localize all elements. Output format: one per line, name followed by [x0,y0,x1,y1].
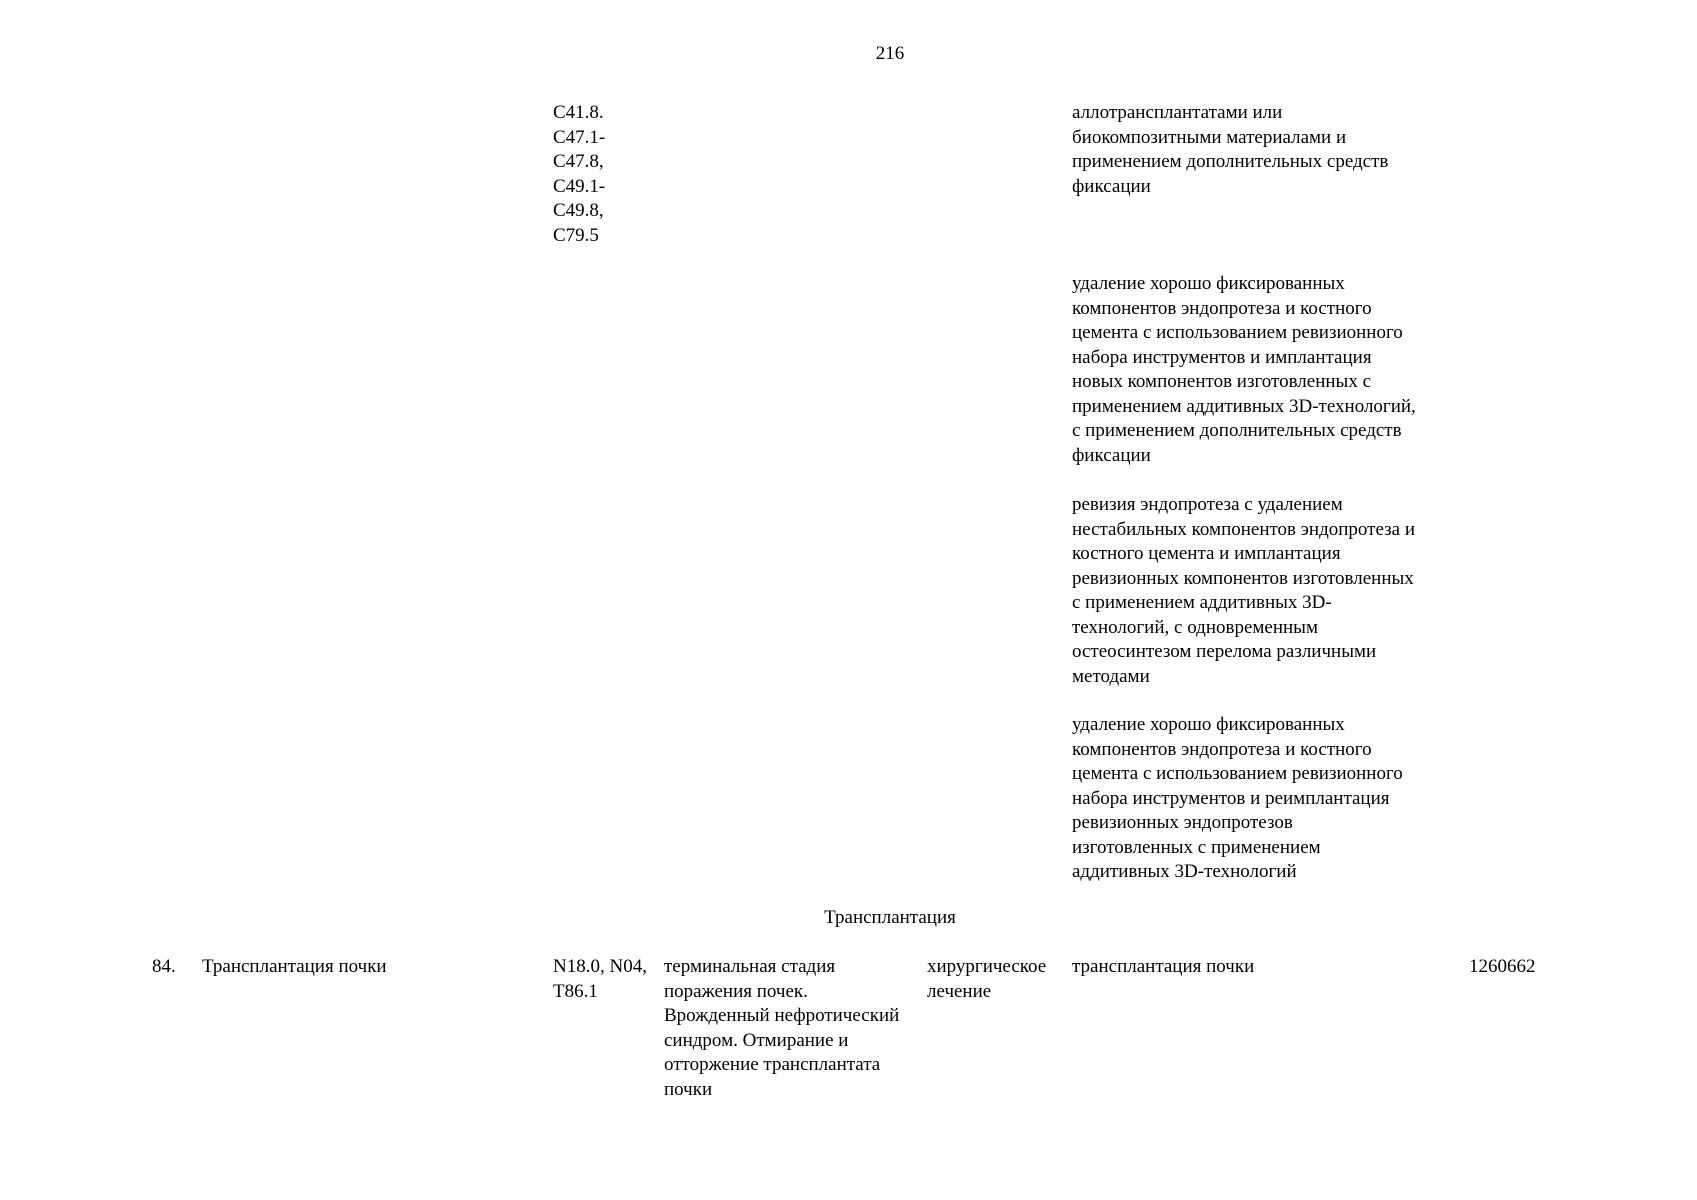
row-icd-codes [553,955,647,1004]
method-line: остеосинтезом перелома различными [1072,641,1377,662]
icd-code: C49.8, [553,200,604,221]
method-line: набора инструментов и имплантация [1072,346,1372,368]
diagnosis-line: синдром. Отмирание и [664,1029,849,1051]
icd-code: C47.8, [553,151,604,172]
method-line: удаление хорошо фиксированных [1072,273,1345,294]
method-line: аллотрансплантатами или [1072,102,1283,123]
method-line: применением аддитивных 3D-технологий, [1072,395,1416,417]
row-diagnosis [664,955,899,1102]
method-line: костного цемента и имплантация [1072,543,1341,564]
method-line: методами [1072,665,1150,687]
treatment-line: хирургическое [927,956,1047,977]
method-line: фиксации [1072,444,1151,466]
method-line: нестабильных компонентов эндопротеза и [1072,518,1416,540]
icd-code: T86.1 [553,980,598,1002]
method-line: удаление хорошо фиксированных [1072,714,1345,735]
treatment-method-paragraph [1072,713,1452,885]
icd-code-list [553,101,653,248]
method-line: ревизия эндопротеза с удалением [1072,494,1343,515]
method-line: изготовленных с применением [1072,836,1321,858]
treatment-line: лечение [927,980,992,1002]
row-number: 84. [152,956,176,977]
section-heading: Трансплантация [824,907,956,928]
diagnosis-line: почки [664,1078,713,1100]
diagnosis-line: Врожденный нефротический [664,1005,900,1026]
method-line: компонентов эндопротеза и костного [1072,738,1372,760]
page-number: 216 [875,43,905,64]
method-line: применением дополнительных средств [1072,151,1389,172]
method-line: с применением аддитивных 3D- [1072,592,1332,613]
method-line: ревизионных компонентов изготовленных [1072,567,1414,589]
treatment-method-paragraph [1072,101,1452,199]
method-line: цемента с использованием ревизионного [1072,763,1403,784]
row-cost: 1260662 [1469,956,1536,977]
treatment-method-paragraph [1072,272,1452,468]
diagnosis-line: терминальная стадия [664,956,836,977]
row-method: трансплантация почки [1072,956,1255,977]
row-treatment-type [927,955,1046,1004]
icd-code: C49.1- [553,175,606,197]
icd-code: C79.5 [553,224,599,246]
method-line: биокомпозитными материалами и [1072,126,1347,148]
method-line: новых компонентов изготовленных с [1072,371,1372,392]
method-line: цемента с использованием ревизионного [1072,322,1403,343]
method-line: ревизионных эндопротезов [1072,812,1293,833]
method-line: аддитивных 3D-технологий [1072,861,1297,882]
icd-code: C41.8. [553,102,604,123]
icd-code: N18.0, N04, [553,956,647,977]
diagnosis-line: отторжение трансплантата [664,1054,881,1075]
method-line: фиксации [1072,175,1151,197]
icd-code: C47.1- [553,126,606,148]
treatment-method-paragraph [1072,493,1452,689]
method-line: технологий, с одновременным [1072,616,1318,638]
method-line: с применением дополнительных средств [1072,420,1402,441]
method-line: компонентов эндопротеза и костного [1072,297,1372,319]
diagnosis-line: поражения почек. [664,980,808,1002]
row-name: Трансплантация почки [202,956,387,977]
method-line: набора инструментов и реимплантация [1072,787,1390,809]
